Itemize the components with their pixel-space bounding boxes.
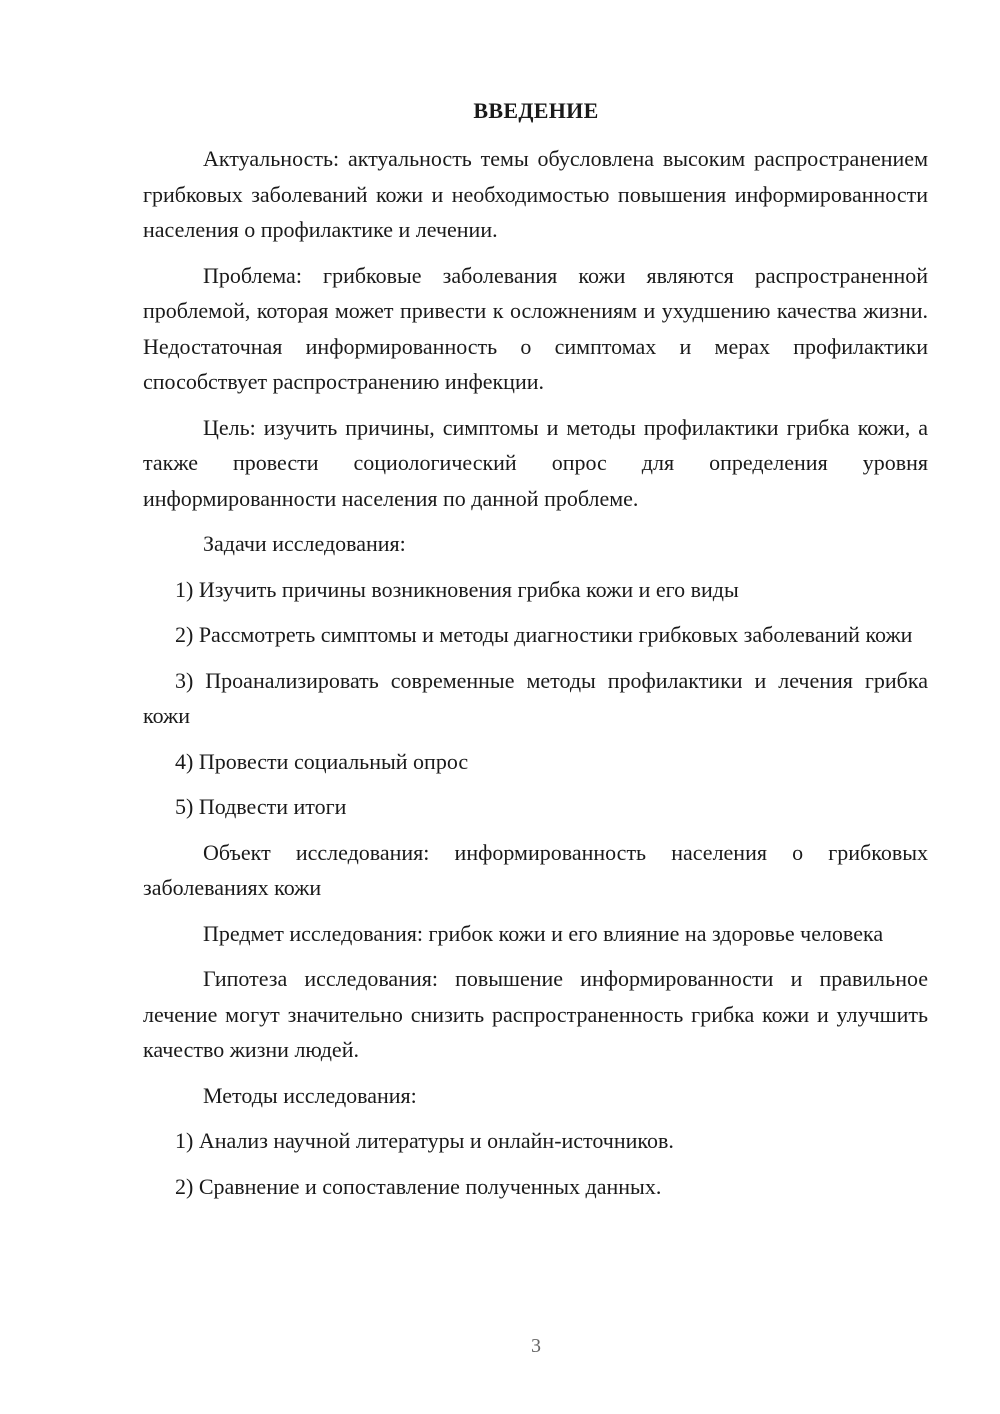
task-item-3: 3) Проанализировать современные методы профилактики и лечения грибка кожи: [143, 667, 928, 728]
object-paragraph: Объект исследования: информированность населения о грибковых заболеваниях кожи: [143, 839, 928, 900]
hypothesis-paragraph: Гипотеза исследования: повышение информированности и правильное лечение могут значительно снизить распространенность грибка кожи и улучшить качество жизни людей.: [143, 966, 928, 1062]
method-item-2: 2) Сравнение и сопоставление полученных данных.: [175, 1173, 662, 1199]
method-item-1: 1) Анализ научной литературы и онлайн-источников.: [175, 1128, 674, 1153]
task-item-5: 5) Подвести итоги: [175, 794, 347, 819]
problem-paragraph: Проблема: грибковые заболевания кожи являются распространенной проблемой, которая может привести к осложнениям и ухудшению качества жизни. Недостаточная информированность о симптомах и мерах профилактики способствует распространению инфекции.: [143, 262, 928, 394]
page-title: ВВЕДЕНИЕ: [473, 98, 599, 123]
tasks-heading: Задачи исследования:: [203, 531, 406, 556]
relevance-paragraph: Актуальность: актуальность темы обусловлена высоким распространением грибковых заболеваний кожи и необходимостью повышения информированности населения о профилактике и лечении.: [143, 146, 928, 242]
page-number: 3: [531, 1335, 541, 1357]
task-item-4: 4) Провести социальный опрос: [175, 748, 469, 774]
task-item-1: 1) Изучить причины возникновения грибка кожи и его виды: [175, 576, 739, 602]
task-item-2: 2) Рассмотреть симптомы и методы диагностики грибковых заболеваний кожи: [175, 622, 913, 647]
goal-paragraph: Цель: изучить причины, симптомы и методы профилактики грибка кожи, а также провести социологический опрос для определения уровня информированности населения по данной проблеме.: [143, 414, 928, 511]
methods-heading: Методы исследования:: [203, 1082, 417, 1108]
subject-paragraph: Предмет исследования: грибок кожи и его влияние на здоровье человека: [203, 920, 884, 946]
document-body: [143, 141, 928, 1214]
